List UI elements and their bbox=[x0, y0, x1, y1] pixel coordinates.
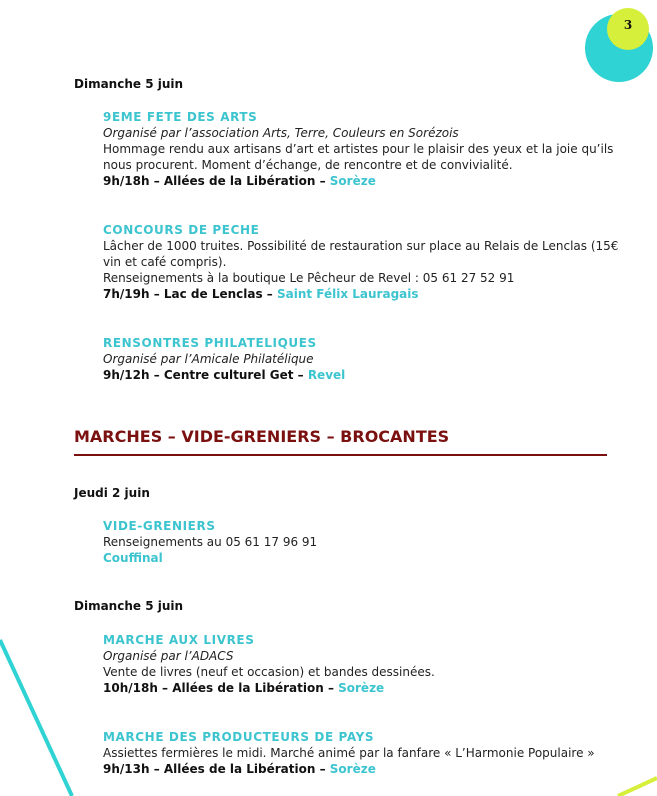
event-description: Renseignements au 05 61 17 96 91 bbox=[103, 535, 318, 549]
event-town: Saint Félix Lauragais bbox=[276, 287, 419, 301]
event-fete-des-arts bbox=[103, 109, 623, 189]
event-title: RENSONTRES PHILATELIQUES bbox=[103, 336, 317, 350]
day-heading: Jeudi 2 juin bbox=[74, 486, 150, 500]
event-town: Revel bbox=[307, 368, 346, 382]
event-time-place: 9h/18h – Allées de la Libération – bbox=[103, 174, 330, 188]
event-title: CONCOURS DE PECHE bbox=[103, 223, 260, 237]
event-time-place: 9h/12h – Centre culturel Get – bbox=[103, 368, 308, 382]
event-concours-de-peche bbox=[103, 222, 623, 302]
day-heading: Dimanche 5 juin bbox=[74, 77, 184, 91]
page-number: 3 bbox=[623, 18, 633, 32]
event-description: Vente de livres (neuf et occasion) et bandes dessinées. bbox=[103, 665, 435, 679]
event-town: Sorèze bbox=[329, 762, 376, 776]
event-time-place: 9h/13h – Allées de la Libération – bbox=[103, 762, 330, 776]
event-marche-aux-livres bbox=[103, 632, 623, 696]
event-town: Sorèze bbox=[329, 174, 376, 188]
event-vide-greniers bbox=[103, 518, 623, 566]
event-title: VIDE-GRENIERS bbox=[103, 519, 216, 533]
event-town: Sorèze bbox=[338, 681, 385, 695]
event-description: Lâcher de 1000 truites. Possibilité de restauration sur place au Relais de Lenclas (15€ vin et café compris). Renseignements à la boutique Le Pêcheur de Revel : 05 61 27 52 91 bbox=[103, 239, 619, 285]
event-rencontres-philateliques bbox=[103, 335, 623, 383]
section-title: MARCHES – VIDE-GRENIERS – BROCANTES bbox=[74, 427, 607, 456]
event-title: 9EME FETE DES ARTS bbox=[103, 110, 258, 124]
event-organizer: Organisé par l’Amicale Philatélique bbox=[103, 352, 314, 366]
event-description: Hommage rendu aux artisans d’art et artistes pour le plaisir des yeux et la joie qu’ils nous procurent. Moment d’échange, de rencontre et de convivialité. bbox=[103, 142, 614, 172]
page-number-badge bbox=[607, 8, 649, 50]
event-organizer: Organisé par l’association Arts, Terre, Couleurs en Sorézois bbox=[103, 126, 459, 140]
day-heading: Dimanche 5 juin bbox=[74, 599, 184, 613]
event-marche-producteurs bbox=[103, 729, 623, 777]
event-organizer: Organisé par l’ADACS bbox=[103, 649, 234, 663]
event-time-place: 7h/19h – Lac de Lenclas – bbox=[103, 287, 277, 301]
event-title: MARCHE AUX LIVRES bbox=[103, 633, 255, 647]
event-description: Assiettes fermières le midi. Marché animé par la fanfare « L’Harmonie Populaire » bbox=[103, 746, 595, 760]
event-title: MARCHE DES PRODUCTEURS DE PAYS bbox=[103, 730, 375, 744]
event-time-place: 10h/18h – Allées de la Libération – bbox=[103, 681, 339, 695]
event-town: Couffinal bbox=[103, 551, 163, 565]
